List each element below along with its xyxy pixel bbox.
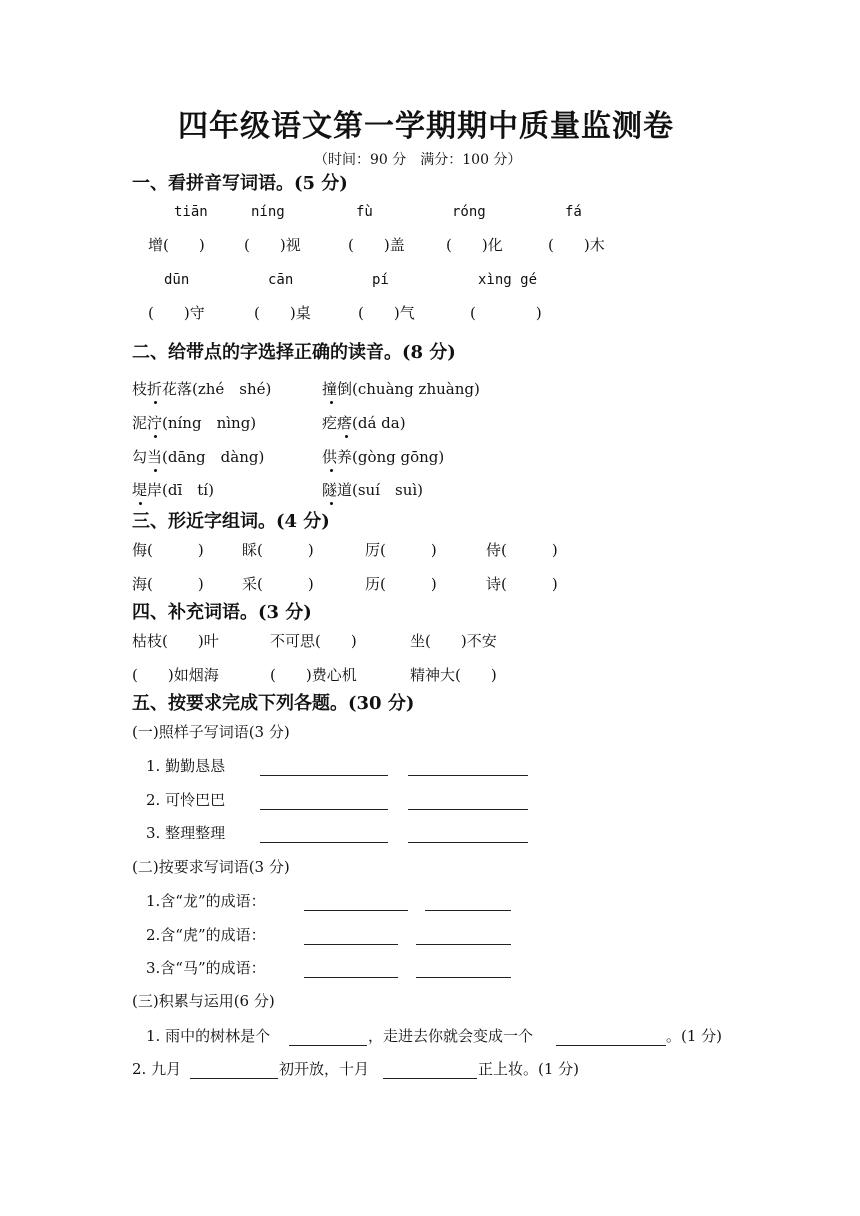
reading-option[interactable]: 泥泞(níng nìng) — [132, 414, 257, 432]
pinyin: xìng gé — [478, 272, 538, 288]
answer-line[interactable] — [260, 809, 388, 810]
section-5-heading: 五、按要求完成下列各题。(30 分) — [132, 693, 415, 714]
emphasis-dot — [154, 401, 157, 404]
answer-line[interactable] — [383, 1078, 477, 1079]
answer-blank[interactable]: 历( ) — [365, 575, 437, 593]
sub-question-label: (三)积累与运用(6 分) — [132, 992, 275, 1010]
reading-option[interactable]: 撞倒(chuàng zhuàng) — [322, 380, 480, 398]
answer-blank[interactable]: 侍( ) — [486, 541, 558, 559]
answer-blank[interactable]: 海( ) — [132, 575, 204, 593]
answer-line[interactable] — [289, 1045, 367, 1046]
idiom-prompt: 2.含“虎”的成语： — [146, 926, 266, 944]
reading-option[interactable]: 枝折花落(zhé shé) — [132, 380, 272, 398]
pinyin: róng — [452, 204, 486, 220]
answer-line[interactable] — [416, 977, 511, 978]
emphasis-dot — [139, 502, 142, 505]
answer-blank[interactable]: 睬( ) — [242, 541, 314, 559]
emphasis-dot — [330, 401, 333, 404]
reading-option[interactable]: 供养(gòng gōng) — [322, 448, 445, 466]
answer-blank[interactable]: ( ) — [470, 304, 542, 322]
answer-blank[interactable]: ( )费心机 — [270, 666, 357, 684]
answer-blank[interactable]: 增( ) — [148, 236, 205, 254]
answer-blank[interactable]: ( )气 — [358, 304, 415, 322]
emphasis-dot — [345, 435, 348, 438]
section-4-heading: 四、补充词语。(3 分) — [132, 602, 312, 623]
answer-line[interactable] — [304, 910, 408, 911]
answer-blank[interactable]: 厉( ) — [365, 541, 437, 559]
answer-line[interactable] — [556, 1045, 666, 1046]
answer-line[interactable] — [408, 842, 528, 843]
answer-blank[interactable]: 枯枝( )叶 — [132, 632, 219, 650]
answer-line[interactable] — [416, 944, 511, 945]
pinyin: tiān — [174, 204, 208, 220]
fill-text: 正上妆。(1 分) — [478, 1060, 580, 1078]
answer-blank[interactable]: ( )视 — [244, 236, 301, 254]
emphasis-dot — [154, 469, 157, 472]
section-1-heading: 一、看拼音写词语。(5 分) — [132, 173, 348, 194]
pinyin: cān — [268, 272, 294, 288]
pinyin: dūn — [164, 272, 190, 288]
fill-text: ，走进去你就会变成一个 — [368, 1027, 534, 1045]
fill-text: 2. 九月 — [132, 1060, 182, 1078]
answer-line[interactable] — [304, 944, 398, 945]
example-word: 3. 整理整理 — [146, 824, 226, 842]
sub-question-label: (一)照样子写词语(3 分) — [132, 723, 290, 741]
emphasis-dot — [330, 502, 333, 505]
sub-question-label: (二)按要求写词语(3 分) — [132, 858, 290, 876]
pinyin: níng — [251, 204, 285, 220]
answer-line[interactable] — [260, 775, 388, 776]
answer-blank[interactable]: ( )如烟海 — [132, 666, 219, 684]
reading-option[interactable]: 勾当(dāng dàng) — [132, 448, 265, 466]
emphasis-dot — [154, 435, 157, 438]
page-title: 四年级语文第一学期期中质量监测卷 — [178, 109, 674, 144]
answer-blank[interactable]: 不可思( ) — [270, 632, 357, 650]
pinyin: pí — [372, 272, 389, 288]
answer-blank[interactable]: 诗( ) — [486, 575, 558, 593]
idiom-prompt: 3.含“马”的成语： — [146, 959, 266, 977]
example-word: 1. 勤勤恳恳 — [146, 757, 226, 775]
answer-line[interactable] — [190, 1078, 278, 1079]
answer-blank[interactable]: ( )桌 — [254, 304, 311, 322]
answer-line[interactable] — [425, 910, 511, 911]
answer-blank[interactable]: 采( ) — [242, 575, 314, 593]
answer-blank[interactable]: ( )木 — [548, 236, 605, 254]
answer-line[interactable] — [304, 977, 398, 978]
pinyin: fù — [356, 204, 373, 220]
pinyin: fá — [565, 204, 582, 220]
answer-line[interactable] — [408, 809, 528, 810]
answer-blank[interactable]: 坐( )不安 — [410, 632, 497, 650]
answer-line[interactable] — [260, 842, 388, 843]
answer-line[interactable] — [408, 775, 528, 776]
answer-blank[interactable]: ( )盖 — [348, 236, 405, 254]
reading-option[interactable]: 堤岸(dī tí) — [132, 481, 214, 499]
example-word: 2. 可怜巴巴 — [146, 791, 226, 809]
answer-blank[interactable]: ( )守 — [148, 304, 205, 322]
answer-blank[interactable]: ( )化 — [446, 236, 503, 254]
fill-text: 。(1 分) — [666, 1027, 723, 1045]
section-2-heading: 二、给带点的字选择正确的读音。(8 分) — [132, 342, 456, 363]
section-3-heading: 三、形近字组词。(4 分) — [132, 511, 330, 532]
emphasis-dot — [330, 469, 333, 472]
reading-option[interactable]: 隧道(suí suì) — [322, 481, 424, 499]
idiom-prompt: 1.含“龙”的成语： — [146, 892, 266, 910]
exam-meta: （时间：90 分 满分：100 分） — [314, 152, 522, 168]
fill-text: 1. 雨中的树林是个 — [146, 1027, 271, 1045]
fill-text: 初开放，十月 — [279, 1060, 370, 1078]
answer-blank[interactable]: 精神大( ) — [410, 666, 497, 684]
answer-blank[interactable]: 侮( ) — [132, 541, 204, 559]
reading-option[interactable]: 疙瘩(dá da) — [322, 414, 406, 432]
